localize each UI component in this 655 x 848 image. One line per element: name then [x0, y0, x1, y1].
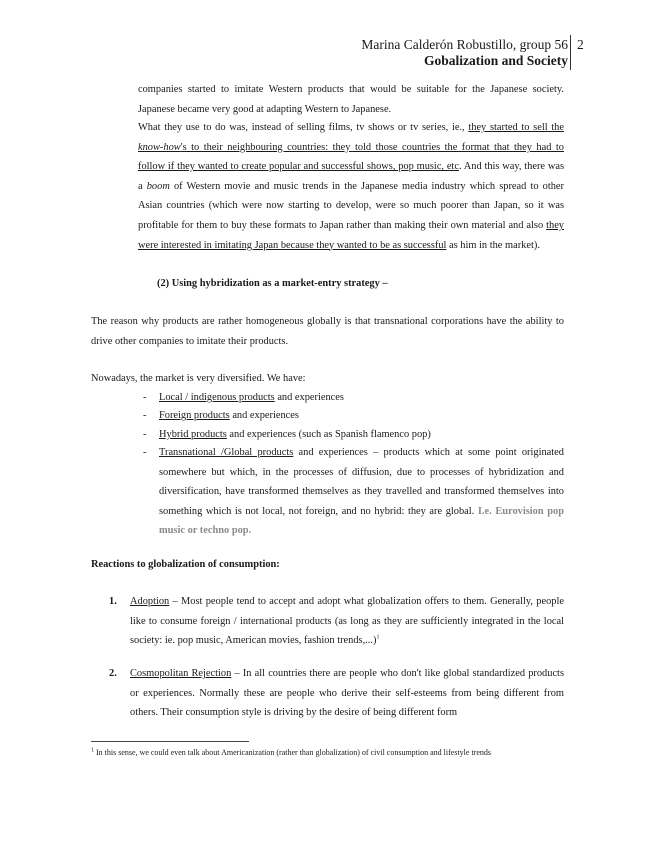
- underlined-run: Local / indigenous products: [159, 392, 275, 403]
- bullet-marker: -: [143, 410, 147, 421]
- text-run: 's to their neighbouring countries: they told those countries the format that they had to follow if they wanted to create popular and successful shows, pop music, etc: [138, 141, 564, 173]
- text-run: What they use to do was, instead of selling films, tv shows or tv series, ie.,: [138, 122, 469, 133]
- reactions-heading: Reactions to globalization of consumption:: [91, 559, 280, 570]
- text-run: of Western movie and music trends in the Japanese media industry which spread to other Asian countries (which were now starting to develop, were so much poorer than Japan, so it was profitable for them to buy these formats to Japan rather than making their own material and also: [138, 180, 564, 231]
- bullet-marker: -: [143, 429, 147, 440]
- footnote-text: In this sense, we could even talk about Americanization (rather than globalization) of civil consumption and lifestyle trends: [94, 748, 491, 757]
- paragraph-homogeneous: The reason why products are rather homogeneous globally is that transnational corporations have the ability to drive other companies to imitate their products.: [91, 316, 564, 347]
- underlined-run: Foreign products: [159, 410, 230, 421]
- footnote: [91, 747, 564, 760]
- footnote-mark: 1: [91, 747, 94, 754]
- list-number: 2.: [109, 668, 117, 679]
- underlined-run: Cosmopolitan Rejection: [130, 668, 232, 679]
- italic-run: boom: [146, 180, 170, 192]
- underlined-run: Adoption: [130, 596, 170, 607]
- italic-run: know-how: [138, 141, 181, 153]
- numbered-subitem-2: (2) Using hybridization as a market-entry strategy –: [157, 278, 388, 289]
- footnote-separator: [91, 741, 249, 742]
- paragraph-japanese-adaptation: companies started to imitate Western products that would be suitable for the Japanese society. Japanese became very good at adapting Western to Japanese.: [138, 84, 564, 115]
- example-note: I.e. Eurovision pop music or techno pop.: [159, 505, 564, 537]
- text-run: and experiences: [229, 410, 299, 421]
- text-run: – In all countries there are people who don't like global standardized products or experiences. Normally these are people who derive their self-esteems from being different from others. Their consumption style is driving by the desire of being different form: [130, 668, 564, 719]
- header-divider: [570, 35, 571, 70]
- text-run: they started to sell the: [468, 122, 564, 133]
- bullet-item: [159, 425, 564, 445]
- underlined-run: they were interested in imitating Japan because they wanted to be as successful: [138, 219, 564, 251]
- page-number: 2: [577, 37, 584, 52]
- text-run: . And this way, there was a: [138, 161, 565, 192]
- bullet-item: [159, 443, 564, 541]
- bullet-item: [159, 406, 564, 426]
- underlined-run: Hybrid products: [159, 429, 227, 440]
- underlined-run: Transnational /Global products: [159, 447, 294, 458]
- paragraph-know-how: [138, 118, 564, 255]
- bullet-item: [159, 388, 564, 408]
- text-run: – Most people tend to accept and adopt what globalization offers to them. Generally, people like to consume foreign / international products (as long as they are sufficiently integrated in the local society: ie. pop music, American movies, fashion trends,...): [130, 596, 564, 647]
- footnote-ref[interactable]: 1: [376, 634, 380, 641]
- bullet-marker: -: [143, 447, 147, 458]
- text-run: and experiences: [274, 392, 344, 403]
- bullet-marker: -: [143, 392, 147, 403]
- text-run: and experiences – products which at some point originated somewhere but which, in the processes of diffusion, due to processes of hybridization and diversification, have transformed themselves as they travelled and transformed themselves into something which is not local, not foreign, and no hybrid: they are global.: [159, 447, 564, 517]
- text-run: as him in the market).: [446, 239, 540, 251]
- reaction-item-adoption: [130, 592, 564, 651]
- page-header: [361, 37, 568, 69]
- header-author: Marina Calderón Robustillo, group 56: [361, 37, 568, 52]
- reaction-item-cosmopolitan-rejection: [130, 664, 564, 723]
- text-run: and experiences (such as Spanish flamenco pop): [226, 429, 431, 440]
- list-number: 1.: [109, 596, 117, 607]
- header-subtitle: Gobalization and Society: [423, 53, 568, 68]
- paragraph-market-diversified: Nowadays, the market is very diversified. We have:: [91, 373, 306, 384]
